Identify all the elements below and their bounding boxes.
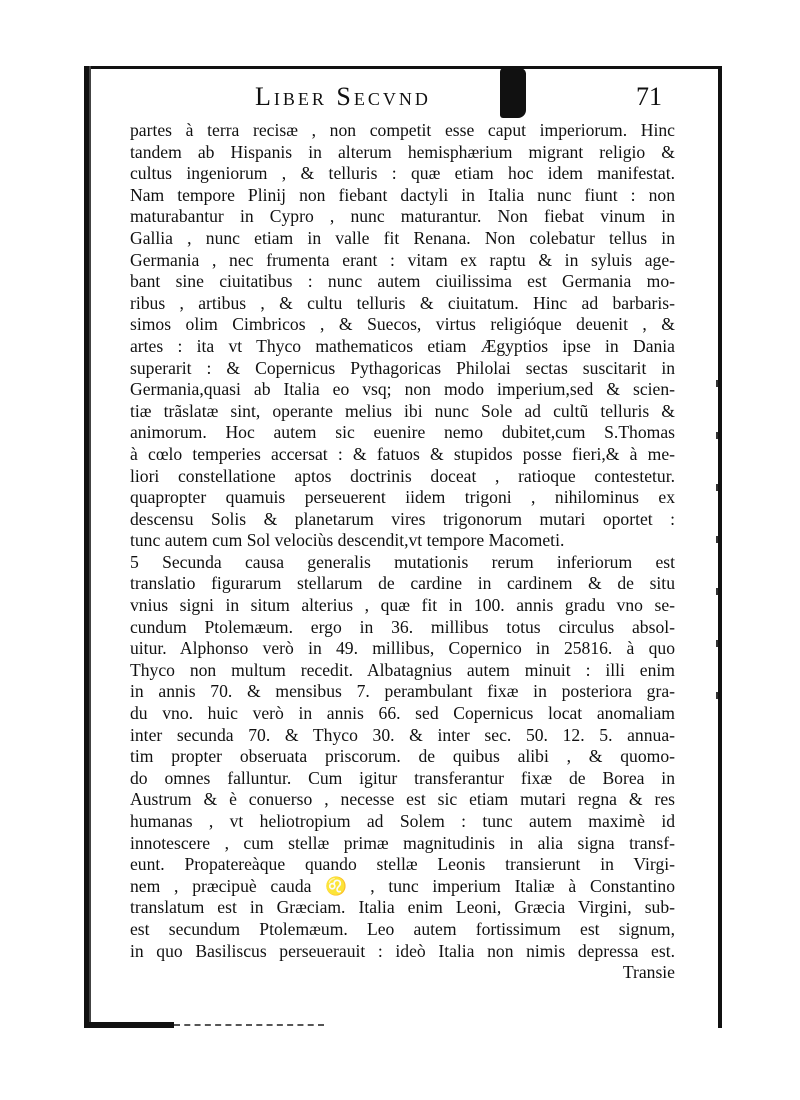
border-bottom-rule [84,1022,174,1028]
running-head [130,82,660,116]
text-line: Nam tempore Plinij non fiebant dactyli in Italia nunc fiunt : non [130,184,675,205]
border-right-rule [718,66,722,1028]
text-line: Thyco non multum recedit. Albatagnius autem minuit : illi enim [130,659,675,680]
text-line: bant sine ciuitatibus : nunc autem ciuilissima est Germania mo- [130,271,675,292]
running-title: Liber Secvnd [255,82,431,111]
text-line: uitur. Alphonso verò in 49. millibus, Copernico in 25816. à quo [130,638,675,659]
border-top-rule [84,66,722,69]
text-line: nem , præcipuè cauda ♌ , tunc imperium Italiæ à Constantino [130,875,675,896]
catchword: Transie [622,962,675,983]
text-line: Gallia , nunc etiam in valle fit Renana. Non colebatur tellus in [130,227,675,248]
text-line: in annis 70. & mensibus 7. perambulant fixæ in posteriora gra- [130,681,675,702]
text-line: à cœlo temperies accersat : & fatuos & stupidos posse fieri,& à me- [130,443,675,464]
ink-blot [500,68,526,118]
text-line: translatio figurarum stellarum de cardine in cardinem & de situ [130,573,675,594]
text-line: maturabantur in Cypro , nunc maturantur. Non fiebat vinum in [130,206,675,227]
text-line: cundum Ptolemæum. ergo in 36. millibus totus circulus absol- [130,616,675,637]
text-line: tiæ trãslatæ sint, operante melius ibi nunc Sole ad cultũ telluris & [130,400,675,421]
text-line: do omnes falluntur. Cum igitur transferantur fixæ de Borea in [130,767,675,788]
text-line: est secundum Ptolemæum. Leo autem fortissimum est signum, [130,918,675,939]
border-left-rule [84,66,94,1028]
text-line: superarit : & Copernicus Pythagoricas Philolai sectas suscitarit in [130,357,675,378]
text-line: cultus ingeniorum , & telluris : quæ etiam hoc idem manifestat. [130,163,675,184]
body-text [130,120,675,984]
right-margin-marks [716,380,718,720]
text-line: quapropter quamuis perseuerent iidem trigoni , nihilominus ex [130,487,675,508]
text-line: ribus , artibus , & cultu telluris & ciuitatum. Hinc ad barbaris- [130,292,675,313]
text-line: Germania , nec frumenta erant : vitam ex raptu & in syluis age- [130,249,675,270]
text-line: innotescere , cum stellæ primæ magnitudinis in alia signa transf- [130,832,675,853]
text-line: humanas , vt heliotropium ad Solem : tunc autem maximè id [130,811,675,831]
text-line: Austrum & è conuerso , necesse est sic etiam mutari regna & res [130,789,675,810]
text-line: in quo Basiliscus perseuerauit : ideò Italia non nimis depressa est. [130,940,675,961]
text-line: vnius signi in situm alterius , quæ fit in 100. annis gradu vno se- [130,595,675,616]
text-line: eunt. Propatereàque quando stellæ Leonis transierunt in Virgi- [130,854,675,875]
text-line: inter secunda 70. & Thyco 30. & inter sec. 50. 12. 5. annua- [130,724,675,745]
text-line: animorum. Hoc autem sic euenire nemo dubitet,cum S.Thomas [130,422,675,443]
text-line: du vno. huic verò in annis 66. sed Copernicus locat anomaliam [130,703,675,724]
text-line: simos olim Cimbricos , & Suecos, virtus religióque deuenit , & [130,314,675,335]
text-line: translatum est in Græciam. Italia enim Leoni, Græcia Virgini, sub- [130,897,675,918]
text-line: tim propter obseruata priscorum. de quibus alibi , & quomo- [130,746,675,767]
text-line: tunc autem cum Sol velociùs descendit,vt tempore Macometi. [130,530,565,551]
text-line: descensu Solis & planetarum vires trigonorum mutari oportet : [130,508,675,529]
text-line: tandem ab Hispanis in alterum hemisphærium migrant religio & [130,141,675,162]
text-line: partes à terra recisæ , non competit esse caput imperiorum. Hinc [130,120,675,140]
text-line: 5 Secunda causa generalis mutationis rerum inferiorum est [130,551,675,572]
text-line: liori constellatione aptos doctrinis doceat , ratioque contestetur. [130,465,675,486]
text-line: artes : ita vt Thyco mathematicos etiam Ægyptios ipse in Dania [130,335,675,356]
border-bottom-dashes [174,1024,324,1026]
text-line: Germania,quasi ab Italia eo vsq; non modo imperium,sed & scien- [130,379,675,400]
page-number: 71 [636,82,662,111]
